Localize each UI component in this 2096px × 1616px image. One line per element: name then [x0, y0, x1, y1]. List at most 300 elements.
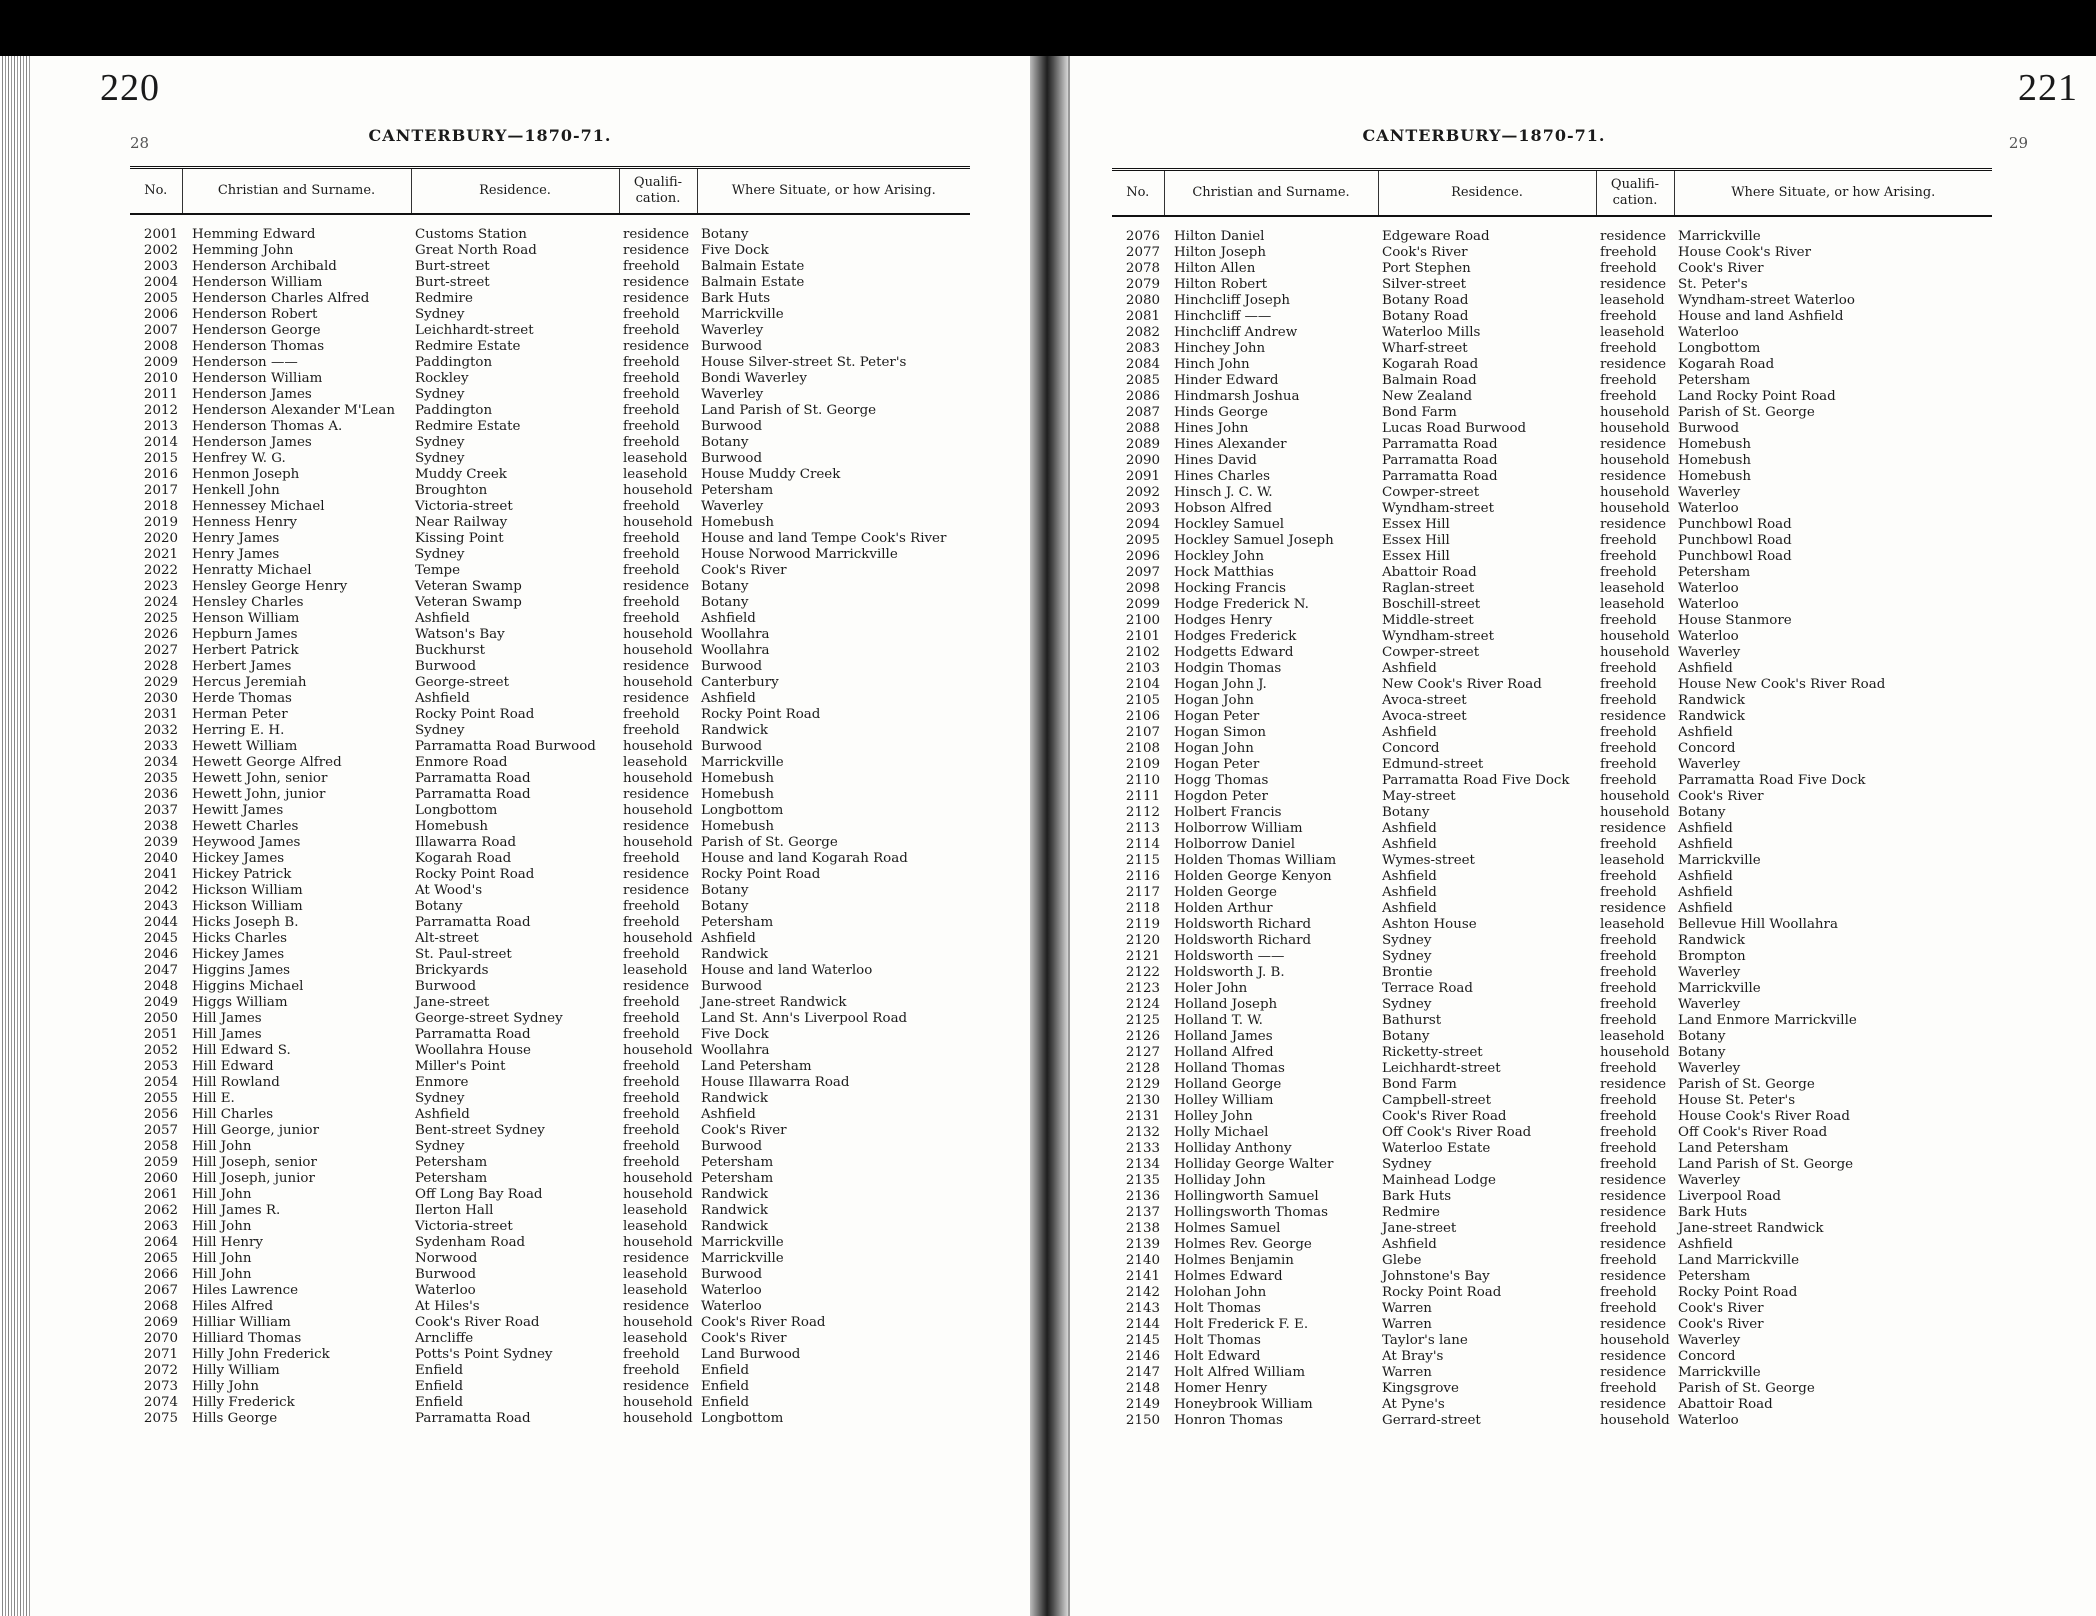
table-row [130, 387, 970, 403]
where-situate: Waverley [1678, 645, 1741, 660]
entry-number: 2008 [143, 339, 178, 354]
where-situate: Waverley [1678, 1173, 1741, 1188]
table-row [1112, 901, 1992, 917]
where-situate: House Stanmore [1678, 613, 1792, 628]
residence: Parramatta Road [415, 1027, 531, 1042]
qualification: freehold [623, 1107, 680, 1122]
qualification: household [623, 803, 693, 818]
qualification: residence [623, 1299, 690, 1314]
residence: Redmire Estate [415, 339, 521, 354]
voter-name: Hodge Frederick N. [1174, 597, 1309, 612]
where-situate: Homebush [1678, 437, 1752, 452]
table-row [1112, 1189, 1992, 1205]
residence: Botany Road [1382, 309, 1469, 324]
where-situate: Petersham [701, 1155, 774, 1170]
qualification: freehold [1600, 1285, 1657, 1300]
where-situate: Randwick [701, 1187, 768, 1202]
table-row [130, 1043, 970, 1059]
qualification: freehold [1600, 1013, 1657, 1028]
qualification: leasehold [1600, 325, 1665, 340]
residence: Boschill-street [1382, 597, 1481, 612]
qualification: freehold [1600, 533, 1657, 548]
voter-name: Hobson Alfred [1174, 501, 1272, 516]
left-register-table [130, 166, 970, 1427]
qualification: freehold [623, 371, 680, 386]
residence: Sydney [415, 1139, 465, 1154]
entry-number: 2117 [1125, 885, 1160, 900]
residence: Kingsgrove [1382, 1381, 1459, 1396]
residence: Cowper-street [1382, 645, 1480, 660]
voter-name: Henderson —— [192, 355, 298, 370]
voter-name: Herde Thomas [192, 691, 292, 706]
table-row [1112, 357, 1992, 373]
where-situate: Waterloo [1678, 629, 1739, 644]
voter-name: Holdsworth —— [1174, 949, 1285, 964]
residence: Enmore Road [415, 755, 508, 770]
col-header-qualification: Qualifi-cation. [619, 168, 697, 215]
entry-number: 2009 [143, 355, 178, 370]
qualification: residence [1600, 709, 1667, 724]
where-situate: Petersham [1678, 373, 1751, 388]
where-situate: House Cook's River Road [1678, 1109, 1850, 1124]
qualification: freehold [623, 707, 680, 722]
table-row [130, 1411, 970, 1427]
table-row [1112, 1221, 1992, 1237]
residence: Sydney [1382, 997, 1432, 1012]
entry-number: 2095 [1125, 533, 1160, 548]
table-row [130, 355, 970, 371]
where-situate: Parish of St. George [1678, 1077, 1815, 1092]
table-row [130, 1011, 970, 1027]
left-small-number: 28 [130, 134, 150, 152]
voter-name: Hensley George Henry [192, 579, 348, 594]
voter-name: Holden George Kenyon [1174, 869, 1332, 884]
entry-number: 2039 [143, 835, 178, 850]
where-situate: Wyndham-street Waterloo [1678, 293, 1855, 308]
qualification: freehold [1600, 693, 1657, 708]
table-row [1112, 341, 1992, 357]
table-row [130, 323, 970, 339]
entry-number: 2102 [1125, 645, 1160, 660]
qualification: household [1600, 485, 1670, 500]
entry-number: 2040 [143, 851, 178, 866]
qualification: freehold [1600, 757, 1657, 772]
voter-name: Hilton Daniel [1174, 229, 1265, 244]
where-situate: Canterbury [701, 675, 779, 690]
where-situate: Burwood [1678, 421, 1740, 436]
table-row [130, 531, 970, 547]
voter-name: Hodges Henry [1174, 613, 1273, 628]
voter-name: Holland T. W. [1174, 1013, 1263, 1028]
residence: Arncliffe [415, 1331, 474, 1346]
where-situate: Waterloo [1678, 597, 1739, 612]
table-row [130, 547, 970, 563]
entry-number: 2094 [1125, 517, 1160, 532]
residence: Ilerton Hall [415, 1203, 494, 1218]
qualification: freehold [623, 915, 680, 930]
voter-name: Hogan John [1174, 741, 1254, 756]
residence: Abattoir Road [1382, 565, 1477, 580]
entry-number: 2133 [1125, 1141, 1160, 1156]
voter-name: Hilton Allen [1174, 261, 1256, 276]
table-row [130, 899, 970, 915]
where-situate: Cook's River [701, 563, 787, 578]
where-situate: Longbottom [701, 803, 784, 818]
qualification: leasehold [623, 451, 688, 466]
voter-name: Henness Henry [192, 515, 297, 530]
table-row [130, 755, 970, 771]
qualification: residence [1600, 1205, 1667, 1220]
where-situate: Waterloo [1678, 325, 1739, 340]
voter-name: Hill Edward S. [192, 1043, 291, 1058]
qualification: household [1600, 405, 1670, 420]
voter-name: Hill Rowland [192, 1075, 280, 1090]
voter-name: Hines Alexander [1174, 437, 1287, 452]
residence: Ashfield [415, 611, 470, 626]
qualification: residence [1600, 469, 1667, 484]
where-situate: Randwick [1678, 693, 1745, 708]
where-situate: Botany [1678, 1045, 1726, 1060]
residence: Cook's River [1382, 245, 1468, 260]
residence: Redmire Estate [415, 419, 521, 434]
qualification: residence [623, 339, 690, 354]
qualification: freehold [1600, 565, 1657, 580]
entry-number: 2110 [1125, 773, 1160, 788]
residence: Ashfield [1382, 901, 1437, 916]
where-situate: Land Parish of St. George [701, 403, 877, 418]
residence: Rocky Point Road [415, 707, 535, 722]
qualification: leasehold [1600, 597, 1665, 612]
voter-name: Hocking Francis [1174, 581, 1287, 596]
table-row [1112, 1029, 1992, 1045]
table-row [130, 707, 970, 723]
table-row [1112, 1077, 1992, 1093]
residence: Longbottom [415, 803, 498, 818]
where-situate: Petersham [701, 483, 774, 498]
qualification: residence [1600, 517, 1667, 532]
entry-number: 2080 [1125, 293, 1160, 308]
where-situate: Waterloo [1678, 501, 1739, 516]
residence: Ashfield [1382, 661, 1437, 676]
residence: Jane-street [415, 995, 490, 1010]
entry-number: 2044 [143, 915, 178, 930]
residence: Wyndham-street [1382, 501, 1494, 516]
qualification: freehold [1600, 949, 1657, 964]
residence: Mainhead Lodge [1382, 1173, 1496, 1188]
table-row [130, 963, 970, 979]
qualification: household [623, 1411, 693, 1426]
voter-name: Higgs William [192, 995, 288, 1010]
qualification: freehold [623, 1075, 680, 1090]
right-register-body [1112, 216, 1992, 1429]
table-row [1112, 533, 1992, 549]
residence: Veteran Swamp [415, 579, 522, 594]
qualification: residence [623, 883, 690, 898]
entry-number: 2145 [1125, 1333, 1160, 1348]
where-situate: Ashfield [1678, 837, 1733, 852]
qualification: household [623, 675, 693, 690]
voter-name: Henderson Robert [192, 307, 318, 322]
residence: Burt-street [415, 275, 490, 290]
voter-name: Herbert Patrick [192, 643, 299, 658]
residence: Concord [1382, 741, 1440, 756]
qualification: residence [1600, 901, 1667, 916]
where-situate: Ashfield [701, 611, 756, 626]
residence: Paddington [415, 355, 493, 370]
residence: George-street Sydney [415, 1011, 563, 1026]
entry-number: 2120 [1125, 933, 1160, 948]
where-situate: Ashfield [1678, 1237, 1733, 1252]
residence: Cowper-street [1382, 485, 1480, 500]
residence: Kogarah Road [1382, 357, 1479, 372]
where-situate: Marrickville [701, 755, 784, 770]
entry-number: 2138 [1125, 1221, 1160, 1236]
residence: Muddy Creek [415, 467, 507, 482]
table-row [130, 243, 970, 259]
voter-name: Hogan John J. [1174, 677, 1267, 692]
table-row [130, 867, 970, 883]
where-situate: Cook's River [1678, 1301, 1764, 1316]
entry-number: 2048 [143, 979, 178, 994]
voter-name: Henderson Thomas [192, 339, 325, 354]
voter-name: Hodgetts Edward [1174, 645, 1294, 660]
table-row [130, 1107, 970, 1123]
qualification: residence [1600, 357, 1667, 372]
where-situate: Homebush [701, 515, 775, 530]
qualification: freehold [623, 307, 680, 322]
table-row [1112, 965, 1992, 981]
table-row [1112, 293, 1992, 309]
where-situate: Randwick [701, 1091, 768, 1106]
entry-number: 2083 [1125, 341, 1160, 356]
where-situate: Land Petersham [701, 1059, 812, 1074]
entry-number: 2047 [143, 963, 178, 978]
entry-number: 2119 [1125, 917, 1160, 932]
where-situate: House and land Ashfield [1678, 309, 1844, 324]
where-situate: Ashfield [701, 691, 756, 706]
where-situate: Land Petersham [1678, 1141, 1789, 1156]
residence: Port Stephen [1382, 261, 1471, 276]
entry-number: 2105 [1125, 693, 1160, 708]
table-row [130, 627, 970, 643]
entry-number: 2031 [143, 707, 178, 722]
table-row [1112, 661, 1992, 677]
where-situate: Botany [701, 227, 749, 242]
where-situate: Parish of St. George [1678, 405, 1815, 420]
where-situate: Waverley [1678, 997, 1741, 1012]
voter-name: Hogan Peter [1174, 757, 1260, 772]
table-row [130, 307, 970, 323]
qualification: household [623, 627, 693, 642]
entry-number: 2057 [143, 1123, 178, 1138]
qualification: household [1600, 1045, 1670, 1060]
where-situate: Waverley [701, 323, 764, 338]
where-situate: Randwick [701, 1219, 768, 1234]
qualification: household [1600, 501, 1670, 516]
entry-number: 2053 [143, 1059, 178, 1074]
table-row [130, 403, 970, 419]
where-situate: Concord [1678, 741, 1736, 756]
entry-number: 2015 [143, 451, 178, 466]
residence: Warren [1382, 1317, 1432, 1332]
voter-name: Henderson Alexander M'Lean [192, 403, 395, 418]
qualification: household [1600, 1333, 1670, 1348]
voter-name: Hickey James [192, 851, 285, 866]
qualification: residence [1600, 1077, 1667, 1092]
voter-name: Hill James [192, 1011, 262, 1026]
where-situate: House and land Waterloo [701, 963, 873, 978]
voter-name: Hill Henry [192, 1235, 263, 1250]
where-situate: House and land Kogarah Road [701, 851, 908, 866]
voter-name: Hicks Joseph B. [192, 915, 299, 930]
entry-number: 2148 [1125, 1381, 1160, 1396]
residence: Essex Hill [1382, 549, 1450, 564]
residence: Illawarra Road [415, 835, 517, 850]
qualification: freehold [1600, 261, 1657, 276]
voter-name: Hilliar William [192, 1315, 291, 1330]
entry-number: 2026 [143, 627, 178, 642]
entry-number: 2134 [1125, 1157, 1160, 1172]
qualification: leasehold [623, 963, 688, 978]
voter-name: Hogan Peter [1174, 709, 1260, 724]
table-row [1112, 277, 1992, 293]
qualification: freehold [1600, 1125, 1657, 1140]
qualification: household [1600, 421, 1670, 436]
qualification: household [623, 1171, 693, 1186]
residence: Redmire [415, 291, 473, 306]
entry-number: 2037 [143, 803, 178, 818]
residence: Jane-street [1382, 1221, 1457, 1236]
table-row [130, 259, 970, 275]
entry-number: 2093 [1125, 501, 1160, 516]
where-situate: Enfield [701, 1379, 750, 1394]
where-situate: Ashfield [701, 931, 756, 946]
residence: George-street [415, 675, 509, 690]
where-situate: Waverley [701, 499, 764, 514]
qualification: freehold [623, 851, 680, 866]
entry-number: 2022 [143, 563, 178, 578]
residence: Rocky Point Road [415, 867, 535, 882]
table-row [1112, 1381, 1992, 1397]
voter-name: Hepburn James [192, 627, 298, 642]
residence: Ricketty-street [1382, 1045, 1483, 1060]
qualification: freehold [623, 499, 680, 514]
residence: Ashfield [1382, 837, 1437, 852]
entry-number: 2081 [1125, 309, 1160, 324]
table-row [130, 595, 970, 611]
residence: Enmore [415, 1075, 469, 1090]
voter-name: Holliday George Walter [1174, 1157, 1334, 1172]
voter-name: Holt Thomas [1174, 1301, 1261, 1316]
qualification: residence [623, 275, 690, 290]
residence: Johnstone's Bay [1382, 1269, 1490, 1284]
entry-number: 2144 [1125, 1317, 1160, 1332]
left-running-head: CANTERBURY—1870-71. [368, 126, 612, 145]
residence: Ashfield [415, 691, 470, 706]
residence: Sydney [1382, 949, 1432, 964]
qualification: freehold [1600, 1221, 1657, 1236]
residence: At Pyne's [1382, 1397, 1445, 1412]
residence: Taylor's lane [1382, 1333, 1468, 1348]
entry-number: 2028 [143, 659, 178, 674]
where-situate: Bark Huts [701, 291, 771, 306]
entry-number: 2023 [143, 579, 178, 594]
voter-name: Holland George [1174, 1077, 1282, 1092]
residence: Brickyards [415, 963, 489, 978]
where-situate: Cook's River [1678, 1317, 1764, 1332]
voter-name: Honron Thomas [1174, 1413, 1283, 1428]
voter-name: Hogan Simon [1174, 725, 1267, 740]
table-row [1112, 949, 1992, 965]
entry-number: 2085 [1125, 373, 1160, 388]
where-situate: Bellevue Hill Woollahra [1678, 917, 1838, 932]
entry-number: 2070 [143, 1331, 178, 1346]
voter-name: Holdsworth Richard [1174, 933, 1312, 948]
table-row [1112, 997, 1992, 1013]
entry-number: 2058 [143, 1139, 178, 1154]
where-situate: Marrickville [1678, 981, 1761, 996]
where-situate: Balmain Estate [701, 259, 805, 274]
where-situate: Burwood [701, 1267, 763, 1282]
qualification: freehold [623, 355, 680, 370]
residence: Paddington [415, 403, 493, 418]
voter-name: Holley John [1174, 1109, 1253, 1124]
entry-number: 2121 [1125, 949, 1160, 964]
right-page [1068, 56, 2096, 1616]
where-situate: Bark Huts [1678, 1205, 1748, 1220]
qualification: household [1600, 453, 1670, 468]
residence: Raglan-street [1382, 581, 1475, 596]
where-situate: Cook's River [701, 1123, 787, 1138]
where-situate: Marrickville [1678, 1365, 1761, 1380]
col-header-qualification: Qualifi-cation. [1596, 170, 1674, 217]
residence: Ashfield [1382, 821, 1437, 836]
voter-name: Holland Alfred [1174, 1045, 1274, 1060]
table-row [130, 1283, 970, 1299]
voter-name: Henderson George [192, 323, 321, 338]
residence: Sydney [415, 1091, 465, 1106]
where-situate: Homebush [701, 819, 775, 834]
where-situate: Randwick [1678, 933, 1745, 948]
entry-number: 2107 [1125, 725, 1160, 740]
residence: Woollahra House [415, 1043, 531, 1058]
table-row [1112, 325, 1992, 341]
where-situate: Punchbowl Road [1678, 533, 1792, 548]
residence: Buckhurst [415, 643, 485, 658]
qualification: residence [623, 291, 690, 306]
residence: Bent-street Sydney [415, 1123, 545, 1138]
voter-name: Hinsch J. C. W. [1174, 485, 1273, 500]
qualification: freehold [1600, 373, 1657, 388]
col-header-no: No. [1112, 170, 1164, 217]
entry-number: 2064 [143, 1235, 178, 1250]
table-row [1112, 245, 1992, 261]
entry-number: 2020 [143, 531, 178, 546]
voter-name: Hills George [192, 1411, 278, 1426]
voter-name: Hill Charles [192, 1107, 274, 1122]
entry-number: 2124 [1125, 997, 1160, 1012]
qualification: residence [623, 867, 690, 882]
entry-number: 2046 [143, 947, 178, 962]
where-situate: Burwood [701, 659, 763, 674]
qualification: residence [1600, 1269, 1667, 1284]
left-register-body [130, 214, 970, 1427]
qualification: freehold [623, 611, 680, 626]
qualification: freehold [623, 1011, 680, 1026]
residence: Waterloo Estate [1382, 1141, 1491, 1156]
voter-name: Hiles Lawrence [192, 1283, 299, 1298]
where-situate: Burwood [701, 1139, 763, 1154]
